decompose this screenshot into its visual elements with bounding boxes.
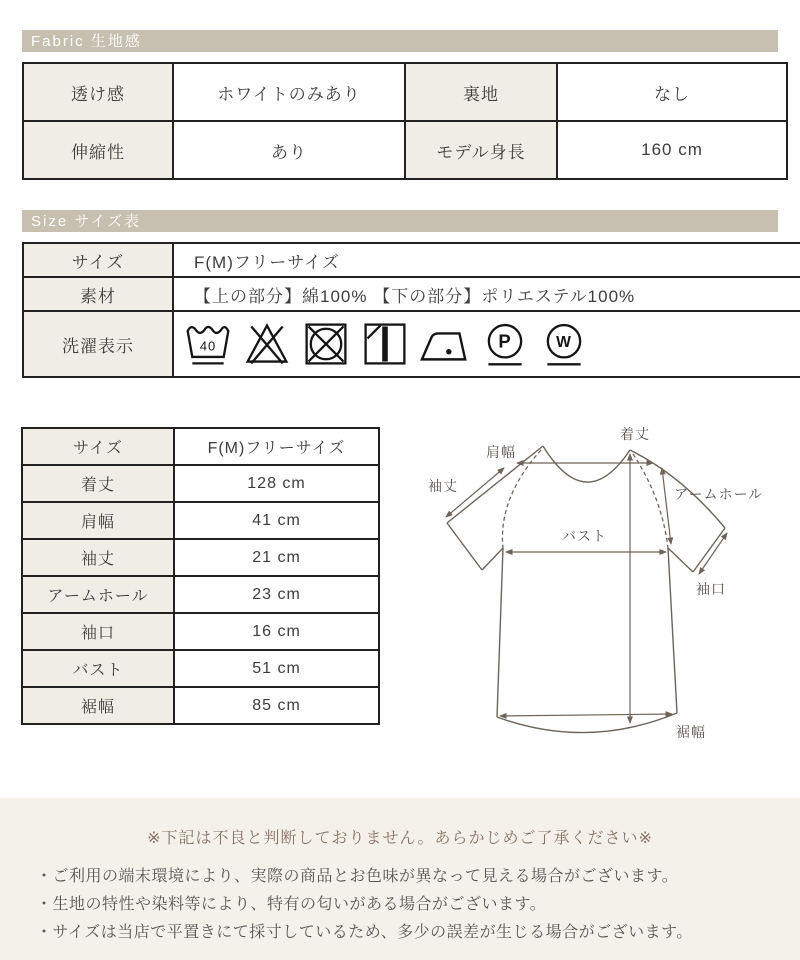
row-value: F(M)フリーサイズ xyxy=(174,428,379,465)
length-label: 着丈 xyxy=(620,426,650,442)
row-label: サイズ xyxy=(23,243,173,277)
row-label: 素材 xyxy=(23,277,173,311)
note-item: ・生地の特性や染料等により、特有の匂いがある場合がございます。 xyxy=(36,896,547,913)
row-value: 16 cm xyxy=(174,613,379,650)
hem-label: 裾幅 xyxy=(676,724,706,740)
table-row xyxy=(22,687,379,724)
table-row xyxy=(22,428,379,465)
table-row xyxy=(22,650,379,687)
row-value: 21 cm xyxy=(174,539,379,576)
table-row xyxy=(23,63,787,121)
row-label: 着丈 xyxy=(22,465,174,502)
row-label: 伸縮性 xyxy=(23,121,173,179)
right-underarm xyxy=(668,548,693,572)
row-label: 透け感 xyxy=(23,63,173,121)
svg-text:P: P xyxy=(498,330,512,352)
row-value: F(M)フリーサイズ xyxy=(173,243,800,277)
row-value: 23 cm xyxy=(174,576,379,613)
table-row xyxy=(23,243,800,277)
iron-low-icon xyxy=(420,318,470,370)
size-table xyxy=(22,242,800,378)
cuff-arrow xyxy=(699,533,727,574)
armhole-label: アームホール xyxy=(674,486,764,502)
row-label: 裾幅 xyxy=(22,687,174,724)
wash-40-icon xyxy=(184,318,232,370)
right-armhole-seam xyxy=(633,454,668,548)
do-not-tumble-dry-icon xyxy=(302,318,350,370)
row-label: 肩幅 xyxy=(22,502,174,539)
row-label: 袖口 xyxy=(22,613,174,650)
row-label: 裏地 xyxy=(405,63,557,121)
right-cuff-edge xyxy=(693,528,725,572)
table-row xyxy=(22,576,379,613)
table-row xyxy=(22,465,379,502)
sleeve-length-label: 袖丈 xyxy=(428,478,458,494)
row-value: ホワイトのみあり xyxy=(173,63,405,121)
row-label: サイズ xyxy=(22,428,174,465)
row-label: 袖丈 xyxy=(22,539,174,576)
size-section-header: Size サイズ表 xyxy=(22,210,778,232)
table-row xyxy=(23,121,787,179)
fabric-table xyxy=(22,62,788,180)
table-row xyxy=(22,613,379,650)
row-value: 【上の部分】綿100% 【下の部分】ポリエステル100% xyxy=(173,277,800,311)
row-value: 128 cm xyxy=(174,465,379,502)
table-row xyxy=(23,311,800,377)
notes-list xyxy=(36,863,800,947)
svg-text:40: 40 xyxy=(199,338,217,354)
note-item: ・ご利用の端末環境により、実際の商品とお色味が異なって見える場合がございます。 xyxy=(36,868,679,885)
shoulder-label: 肩幅 xyxy=(486,444,516,460)
fabric-section-header: Fabric 生地感 xyxy=(22,30,778,52)
table-row xyxy=(23,277,800,311)
right-side xyxy=(668,548,677,713)
care-symbols-cell xyxy=(173,311,800,377)
armhole-arrow xyxy=(662,468,671,544)
bust-label: バスト xyxy=(562,528,607,544)
do-not-bleach-icon xyxy=(243,318,291,370)
left-underarm xyxy=(482,548,503,570)
cuff-label: 袖口 xyxy=(696,581,726,597)
line-dry-shade-icon xyxy=(361,318,409,370)
table-row xyxy=(22,502,379,539)
wet-clean-w-icon xyxy=(540,318,588,370)
row-value: 160 cm xyxy=(557,121,787,179)
neckline xyxy=(543,446,630,482)
left-armhole-seam xyxy=(502,450,541,548)
dry-clean-p-icon xyxy=(481,318,529,370)
hem-arrow xyxy=(500,714,672,716)
row-value: 41 cm xyxy=(174,502,379,539)
row-value: あり xyxy=(173,121,405,179)
garment-diagram xyxy=(400,420,790,750)
row-label: アームホール xyxy=(22,576,174,613)
row-label: 洗濯表示 xyxy=(23,311,173,377)
svg-text:W: W xyxy=(556,333,572,351)
notes-title: ※下記は不良と判断しておりません。あらかじめご了承ください※ xyxy=(147,830,653,847)
care-symbols xyxy=(174,318,800,370)
left-cuff-edge xyxy=(447,523,482,570)
row-label: モデル身長 xyxy=(405,121,557,179)
row-value: 85 cm xyxy=(174,687,379,724)
row-value: 51 cm xyxy=(174,650,379,687)
table-row xyxy=(22,539,379,576)
left-side xyxy=(497,548,503,717)
measurements-table xyxy=(21,427,380,725)
note-item: ・サイズは当店で平置きにて採寸しているため、多少の誤差が生じる場合がございます。 xyxy=(36,924,693,941)
row-value: なし xyxy=(557,63,787,121)
row-label: バスト xyxy=(22,650,174,687)
notes-section xyxy=(0,798,800,960)
